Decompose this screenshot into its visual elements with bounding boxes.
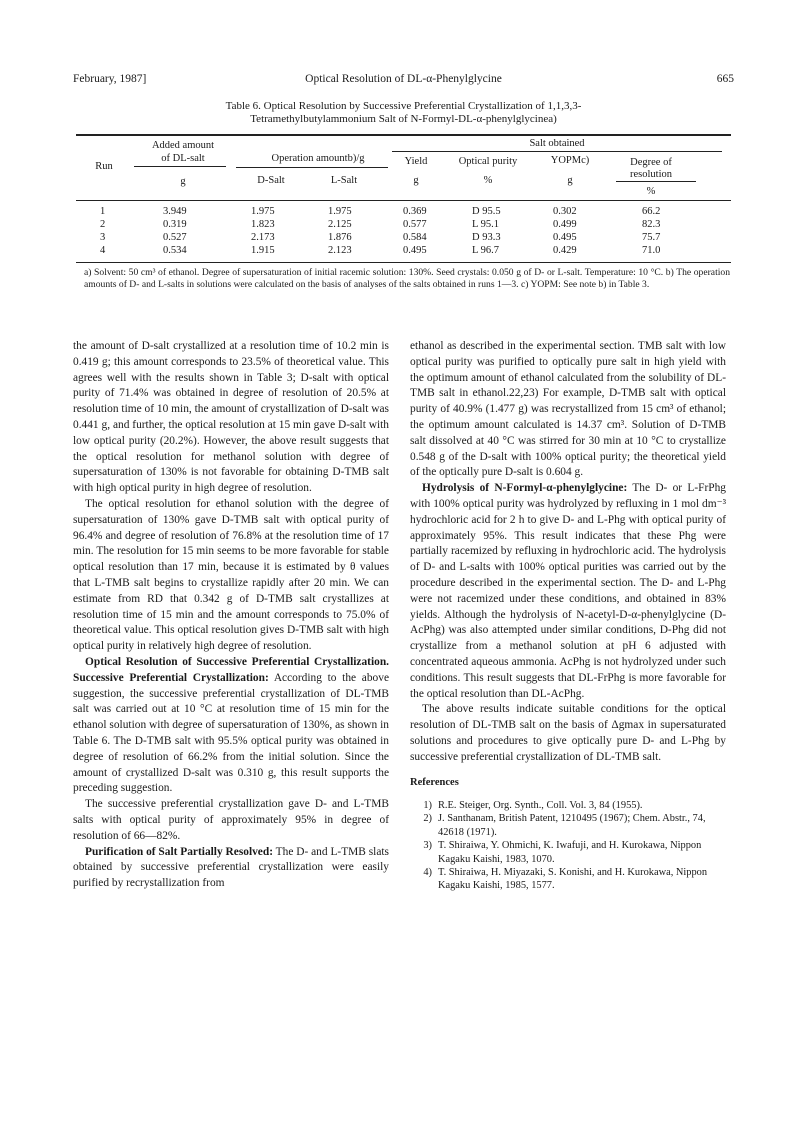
cell-degree: 82.3 — [642, 219, 661, 230]
reference-text: J. Santhanam, British Patent, 1210495 (1967); Chem. Abstr., 74, 42618 (1971). — [438, 813, 706, 838]
reference-item — [410, 839, 726, 866]
table-top-rule-2 — [76, 135, 731, 136]
table-row — [76, 232, 731, 244]
cell-added: 0.534 — [163, 245, 187, 256]
unit-g-added: g — [180, 176, 186, 187]
table-row — [76, 219, 731, 231]
header-degree-of: Degree of — [630, 157, 672, 168]
reference-text: R.E. Steiger, Org. Synth., Coll. Vol. 3, 84 (1955). — [438, 799, 643, 811]
cell-yield: 0.369 — [403, 206, 427, 217]
reference-text: T. Shiraiwa, Y. Ohmichi, K. Iwafuji, and H. Kurokawa, Nippon Kagaku Kaishi, 1983, 1070. — [438, 840, 702, 865]
data-table — [76, 134, 731, 264]
section-heading: Optical Resolution of Successive Preferential Crystallization. Successive Preferential Crystallization: — [73, 655, 389, 684]
cell-degree: 71.0 — [642, 245, 661, 256]
table-row — [76, 245, 731, 257]
section-body: The D- and L-TMB slats obtained by successive preferential crystallization were easily purified by recrystallization from — [73, 845, 389, 890]
cell-yield: 0.495 — [403, 245, 427, 256]
cell-run: 2 — [100, 219, 106, 230]
cell-yopm: 0.302 — [553, 206, 577, 217]
cell-l-salt: 1.975 — [328, 206, 352, 217]
unit-g-yopm: g — [567, 175, 573, 186]
cell-purity: D 95.5 — [472, 206, 501, 217]
cell-d-salt: 2.173 — [251, 232, 275, 243]
unit-g-yield: g — [413, 175, 419, 186]
cell-yield: 0.584 — [403, 232, 427, 243]
section-body: According to the above suggestion, the successive preferential crystallization of DL-TMB salt was carried out at 10 °C at resolution time of 15 min for the ethanol solution with degree of supersaturation of 130%, as shown in Table 6. The D-TMB salt with 95.5% optical purity was obtained in degree of resolution of 66.2% from the initial solution. Since the amount of crystallized D-salt was 0.310 g, this result supports the preceding suggestion. — [73, 671, 390, 795]
header-yield: Yield — [404, 156, 428, 167]
section-heading: Hydrolysis of N-Formyl-α-phenylglycine: — [422, 482, 628, 495]
cell-added: 3.949 — [163, 206, 187, 217]
header-l-salt: L-Salt — [330, 175, 358, 186]
cell-run: 3 — [100, 232, 106, 243]
header-yopm: YOPMc) — [550, 155, 590, 166]
header-resolution: resolution — [630, 169, 672, 180]
references-title: References — [410, 776, 459, 788]
section-paragraph — [73, 845, 389, 892]
cell-purity: D 93.3 — [472, 232, 501, 243]
cell-l-salt: 1.876 — [328, 232, 352, 243]
unit-pct-degree: % — [646, 186, 656, 197]
degree-rule — [616, 181, 696, 182]
reference-text: T. Shiraiwa, H. Miyazaki, S. Konishi, and H. Kurokawa, Nippon Kagaku Kaishi, 1985, 1577. — [438, 866, 708, 892]
reference-number: 4) — [423, 866, 432, 878]
paragraph: The above results indicate suitable conditions for the optical resolution of DL-TMB salt on the basis of Δgmax in supersaturated solutions and procedures to give optically pure D- and L-Phg by successive preferential crystallization of DL-TMB salt. — [410, 703, 726, 763]
right-column — [410, 339, 726, 893]
section-body: The D- or L-FrPhg with 100% optical purity was hydrolyzed by refluxing in 1 mol dm⁻³ hydrochloric acid for 2 h to give D- and L-Phg with optical purity of approximately 95%. This result indicates that these Phg were partially racemized by refluxing in hydrochloric acid. The hydrolysis of D- and L-salts with 100% optical purities was carried out by the procedure described in the experimental section. The D- and L-Phg were not racemized under these conditions, and obtained in 83% yields. Although the hydrolysis of N-acetyl-D-α-phenylglycine (D-AcPhg) was also attempted under similar conditions, D-Phg did not crystallize from a methanol solution at pH 6 adjusted with concentrated aqueous ammonia. AcPhg is not hydrolyzed under such conditions. This result suggests that DL-FrPhg is more favorable for the optical resolution than DL-AcPhg. — [410, 482, 726, 700]
paragraph: The optical resolution for ethanol solution with the degree of supersaturation of 130% gave D-TMB salt with optical purity of 96.4% and degree of resolution of 76.8% at the resolution time of 17 min. The resolution for 15 min seems to be more favorable for stable optical resolution than 17 min, because it is estimated by θ values that L-TMB salt begins to crystallize rapidly after 20 min. We can estimate from RD that 0.342 g of D-TMB salt crystallizes at resolution time of 15 min and the amount corresponds to 75.0% of theoretical value. This optical resolution gives D-TMB salt with high optical purity in relatively high degree of resolution. — [73, 497, 389, 653]
cell-degree: 75.7 — [642, 232, 661, 243]
table-bottom-rule — [76, 262, 731, 263]
page-header — [73, 73, 734, 89]
table-notes — [84, 267, 730, 291]
paragraph: The successive preferential crystallization gave D- and L-TMB salts with optical purity of approximately 95% in degree of resolution of 66—82%. — [73, 798, 389, 842]
paragraph: ethanol as described in the experimental section. TMB salt with low optical purity was purified to optically pure salt in high yield with the optimum amount of ethanol calculated from the solubility of DL-TMB salt in ethanol.22,23) For example, D-TMB salt with optical purity of 40.9% (1.477 g) was recrystallized from 15 cm³ of ethanol; the optimum amount calculated is 14.37 cm³. Solution of D-TMB salt dissolved at 40 °C was stirred for 30 min at 10 °C to crystallize 0.548 g of the D-salt with 100% optical purity; the theoretical yield of the optically pure D-salt is 0.604 g. — [410, 340, 726, 479]
cell-degree: 66.2 — [642, 206, 661, 217]
cell-run: 1 — [100, 206, 106, 217]
cell-l-salt: 2.123 — [328, 245, 352, 256]
operation-amount-rule — [236, 167, 388, 168]
header-d-salt: D-Salt — [257, 175, 285, 186]
unit-pct-purity: % — [483, 175, 493, 186]
reference-item — [410, 866, 726, 893]
reference-number: 2) — [423, 813, 432, 825]
table-caption-line1: Table 6. Optical Resolution by Successive Preferential Crystallization of 1,1,3,3- — [225, 100, 582, 112]
header-salt-obtained: Salt obtained — [529, 138, 585, 149]
cell-purity: L 96.7 — [472, 245, 500, 256]
table-caption — [73, 100, 734, 126]
table-note: a) Solvent: 50 cm³ of ethanol. Degree of supersaturation of initial racemic solution: 130%. Seed crystals: 0.050 g of D- or L-salt. Temperature: 10 °C. b) The operation amounts of D- and L-salts in solutions were calculated on the basis of analyses of the salts obtained in runs 1—3. c) YOPM: See note b) in Table 3. — [84, 267, 730, 291]
cell-d-salt: 1.823 — [251, 219, 275, 230]
header-of-dl-salt: of DL-salt — [161, 153, 205, 164]
cell-yopm: 0.495 — [553, 232, 577, 243]
running-title: Optical Resolution of DL-α-Phenylglycine — [305, 73, 502, 85]
cell-yield: 0.577 — [403, 219, 427, 230]
cell-added: 0.527 — [163, 232, 187, 243]
cell-run: 4 — [100, 245, 106, 256]
salt-obtained-rule — [392, 151, 722, 152]
references-section — [410, 776, 726, 893]
table-caption-line2: Tetramethylbutylammonium Salt of N-Formyl-DL-α-phenylglycinea) — [250, 113, 557, 125]
section-heading: Purification of Salt Partially Resolved: — [85, 845, 273, 858]
cell-yopm: 0.499 — [553, 219, 577, 230]
page-number: 665 — [716, 73, 734, 85]
cell-l-salt: 2.125 — [328, 219, 352, 230]
header-operation-amount: Operation amountb)/g — [271, 153, 365, 164]
header-bottom-rule — [76, 200, 731, 201]
reference-number: 3) — [423, 840, 432, 852]
paragraph: the amount of D-salt crystallized at a resolution time of 10.2 min is 0.419 g; this amount corresponds to 23.5% of theoretical value. This agrees well with the results shown in Table 3; D-salt with optical purity of 71.4% was obtained in degree of resolution of 20.5% at resolution time of 10 min, the amount of crystallization of D-salt was 0.441 g, and further, the optical resolution at 15 min gave D-salt with low optical purity (20.2%). However, the above result suggests that the optical resolution for methanol solution with degree of supersaturation of 130% is not favorable for obtaining D-TMB salt with high optical purity in high degree of resolution. — [73, 340, 389, 495]
section-paragraph — [73, 655, 389, 797]
section-paragraph — [410, 481, 726, 702]
header-run: Run — [95, 161, 113, 172]
cell-d-salt: 1.915 — [251, 245, 275, 256]
header-added-amount: Added amount — [151, 140, 215, 151]
reference-item — [410, 812, 726, 839]
cell-purity: L 95.1 — [472, 219, 500, 230]
cell-d-salt: 1.975 — [251, 206, 275, 217]
left-column — [73, 339, 389, 892]
cell-added: 0.319 — [163, 219, 187, 230]
cell-yopm: 0.429 — [553, 245, 577, 256]
header-optical-purity: Optical purity — [458, 156, 518, 167]
added-amount-rule — [134, 166, 226, 167]
table-row — [76, 206, 731, 218]
journal-date: February, 1987] — [73, 73, 147, 85]
reference-item — [410, 799, 726, 812]
reference-number: 1) — [423, 799, 432, 811]
